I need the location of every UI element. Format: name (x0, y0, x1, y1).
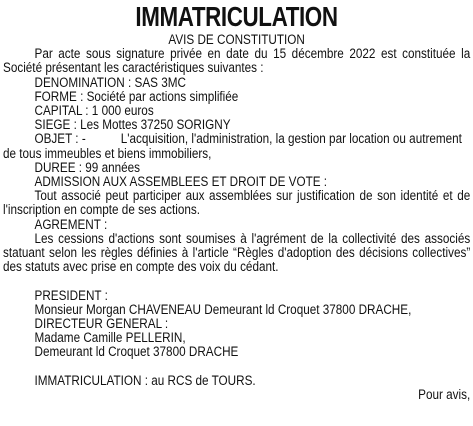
notice-headline: IMMATRICULATION (135, 1, 338, 32)
objet-text-1: L'acquisition, l'administration, la gestion par location ou autrement (120, 131, 462, 147)
dg-address: Demeurant ld Croquet 37800 DRACHE (34, 344, 239, 360)
intro-line-1: Par acte sous signature privée en date du 15 décembre 2022 est constituée la (34, 46, 471, 62)
agrement-title: AGREMENT : (34, 216, 108, 232)
notice-type: AVIS DE CONSTITUTION (168, 32, 305, 47)
admission-line-2: l'inscription en compte de ses actions. (3, 202, 200, 218)
spacer (3, 274, 470, 288)
admission-line-1: Tout associé peut participer aux assemblées sur justification de son identité et de (34, 188, 471, 204)
objet-line-2: de tous immeubles et biens immobiliers, (3, 145, 212, 161)
agrement-line-2: statuant selon les règles définies à l'article “Règles d'adoption des décisions collectives” (3, 245, 471, 261)
president-name: Monsieur Morgan CHAVENEAU Demeurant ld Croquet 37800 DRACHE, (34, 301, 412, 317)
admission-title: ADMISSION AUX ASSEMBLEES ET DROIT DE VOTE : (34, 174, 328, 190)
spacer (3, 360, 470, 374)
duree-line: DUREE : 99 années (34, 159, 141, 175)
agrement-line-3: des statuts avec prise en compte des voix du cédant. (3, 259, 279, 275)
legal-notice (3, 0, 470, 402)
forme-line: FORME : Société par actions simplifiée (34, 88, 239, 104)
dg-title: DIRECTEUR GENERAL : (34, 316, 169, 332)
denomination-line: DENOMINATION : SAS 3MC (34, 74, 186, 90)
immatriculation-line: IMMATRICULATION : au RCS de TOURS. (34, 372, 256, 388)
president-title: PRESIDENT : (34, 287, 108, 303)
objet-line (3, 132, 470, 146)
dg-name: Madame Camille PELLERIN, (34, 330, 186, 346)
siege-line: SIEGE : Les Mottes 37250 SORIGNY (34, 117, 231, 133)
capital-line: CAPITAL : 1 000 euros (34, 103, 154, 119)
objet-label: OBJET : - (34, 131, 86, 147)
intro-line-2: Société présentant les caractéristiques suivantes : (3, 60, 264, 76)
notice-body (3, 33, 470, 402)
signature-line: Pour avis, (418, 387, 471, 403)
agrement-line-1: Les cessions d'actions sont soumises à l'agrément de la collectivité des associés (34, 230, 471, 246)
